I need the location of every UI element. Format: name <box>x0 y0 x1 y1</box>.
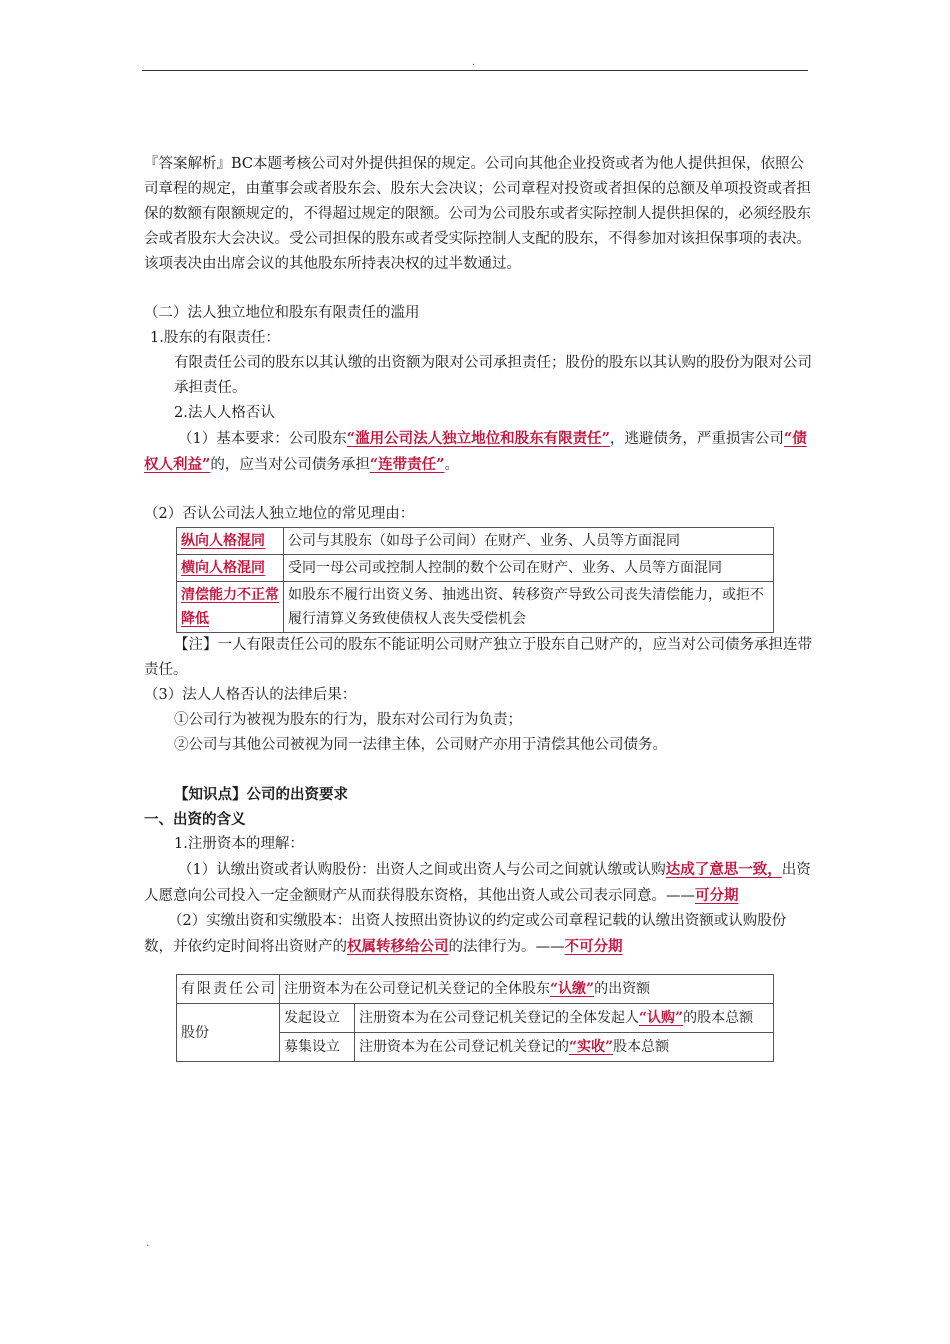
req-text: 。 <box>444 457 460 473</box>
paid-in-paragraph: （2）实缴出资和实缴股本：出资人按照出资协议的约定或公司章程记载的认缴出资额或认购股份数，并依约定时间将出资财产的权属转移给公司的法律行为。——不可分期 <box>144 913 787 955</box>
header-rule <box>142 70 808 71</box>
highlight-consensus: 达成了意思一致， <box>665 861 782 878</box>
answer-analysis: 『答案解析』BC本题考核公司对外提供担保的规定。公司向其他企业投资或者为他人提供担保，依照公司章程的规定，由董事会或者股东会、股东大会决议；公司章程对投资或者担保的总额及单项投资或者担保的数额有限额规定的，不得超过规定的限额。公司为公司股东或者实际控制人提供担保的，必须经股东会或者股东大会决议。受公司担保的股东或者受实际控制人支配的股东，不得参加对该担保事项的表决。该项表决由出席会议的其他股东所持表决权的过半数通过。 <box>144 156 811 272</box>
reasons-table <box>176 527 774 633</box>
note: 【注】一人有限责任公司的股东不能证明公司财产独立于股东自己财产的，应当对公司债务承担连带责任。 <box>144 637 812 678</box>
table-row <box>177 1004 774 1033</box>
item-piercing-title: 2.法人人格否认 <box>174 405 275 421</box>
consequence-1: ①公司行为被视为股东的行为，股东对公司行为负责； <box>174 712 522 728</box>
reasons-title: （2）否认公司法人独立地位的常见理由： <box>144 506 415 522</box>
llc-desc: 注册资本为在公司登记机关登记的全体股东“认缴”的出资额 <box>280 975 774 1004</box>
document-body <box>144 152 812 1062</box>
spacer <box>144 478 812 502</box>
consequence-title: （3）法人人格否认的法律后果： <box>144 687 357 703</box>
req-highlight-abuse: “滥用公司法人独立地位和股东有限责任” <box>346 430 610 447</box>
raise-label: 募集设立 <box>280 1033 355 1062</box>
footer-mark: . <box>146 1238 150 1249</box>
highlight-transfer: 权属转移给公司 <box>347 938 449 955</box>
promo-desc: 注册资本为在公司登记机关登记的全体发起人“认购”的股本总额 <box>355 1004 774 1033</box>
req-highlight-creditor: “债权人利益” <box>144 430 807 473</box>
reason-key: 横向人格混同 <box>177 555 284 582</box>
reason-key: 纵向人格混同 <box>177 528 284 555</box>
raise-desc: 注册资本为在公司登记机关登记的“实收”股本总额 <box>355 1033 774 1062</box>
table-row <box>177 555 774 582</box>
capital-table <box>176 974 774 1062</box>
req-text: ，逃避债务，严重损害公司 <box>609 431 784 447</box>
spacer <box>144 758 812 782</box>
llc-label: 有限责任公司 <box>177 975 280 1004</box>
item-limited-liability-text: 有限责任公司的股东以其认缴的出资额为限对公司承担责任；股份的股东以其认购的股份为限对公司承担责任。 <box>174 355 812 396</box>
req-text: （1）基本要求：公司股东 <box>178 431 347 447</box>
basic-requirement <box>144 426 812 478</box>
req-text: 的，应当对公司债务承担 <box>210 457 370 473</box>
table-row <box>177 975 774 1004</box>
highlight-no-installment: 不可分期 <box>564 938 623 955</box>
reason-desc: 如股东不履行出资义务、抽逃出资、转移资产导致公司丧失清偿能力，或拒不履行清算义务致使债权人丧失受偿机会 <box>284 582 774 633</box>
reason-desc: 公司与其股东（如母子公司间）在财产、业务、人员等方面混同 <box>284 528 774 555</box>
table-row <box>177 528 774 555</box>
item-limited-liability-title: 1.股东的有限责任： <box>150 330 280 346</box>
corp-label: 股份 <box>177 1004 280 1062</box>
req-highlight-joint: “连带责任” <box>369 456 445 473</box>
subscription-paragraph: （1）认缴出资或者认购股份：出资人之间或出资人与公司之间就认缴或认购达成了意思一致，出资人愿意向公司投入一定金额财产从而获得股东资格，其他出资人或公司表示同意。——可分期 <box>144 861 811 904</box>
header-mark: . <box>472 58 475 68</box>
registered-capital-title: 1.注册资本的理解： <box>174 836 304 852</box>
consequence-2: ②公司与其他公司被视为同一法律主体，公司财产亦用于清偿其他公司债务。 <box>174 737 667 753</box>
highlight-installment: 可分期 <box>695 887 739 904</box>
sub-heading: 一、出资的含义 <box>144 811 246 828</box>
spacer <box>144 277 812 301</box>
promo-label: 发起设立 <box>280 1004 355 1033</box>
item-limited-liability-body <box>144 351 812 401</box>
section-heading: （二）法人独立地位和股东有限责任的滥用 <box>144 305 420 321</box>
table-row <box>177 582 774 633</box>
reason-key: 清偿能力不正常降低 <box>177 582 284 633</box>
knowledge-heading: 【知识点】公司的出资要求 <box>174 786 348 803</box>
reason-desc: 受同一母公司或控制人控制的数个公司在财产、业务、人员等方面混同 <box>284 555 774 582</box>
